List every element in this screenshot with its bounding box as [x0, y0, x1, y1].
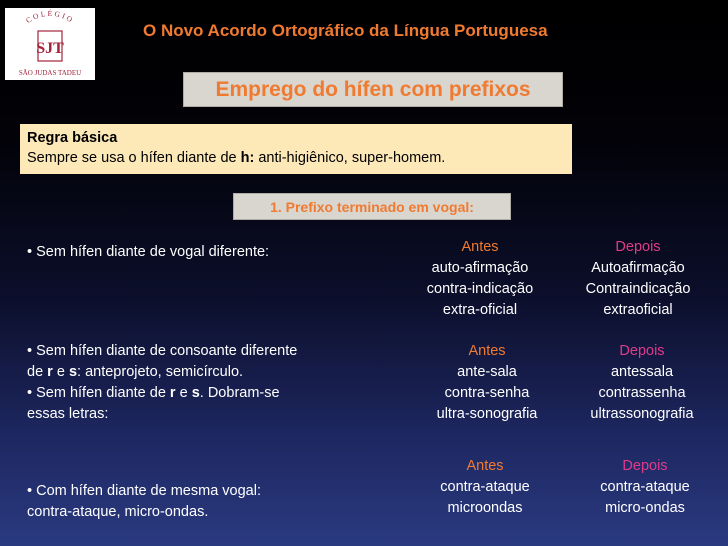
row2-text: e: [52, 364, 69, 380]
rule-text-after: anti-higiênico, super-homem.: [254, 150, 446, 166]
section-title-box: [233, 193, 511, 220]
row1-after-item: Autoafirmação: [591, 260, 685, 276]
row2-text: de: [27, 364, 48, 380]
row1-before-header: Antes: [461, 239, 499, 255]
school-logo-graphic: [5, 8, 95, 80]
row2-letter-r: r: [169, 385, 176, 401]
section-title: 1. Prefixo terminado em vogal:: [270, 198, 474, 215]
row3-description: [27, 481, 397, 523]
row3-description-line2: contra-ataque, micro-ondas.: [27, 504, 209, 520]
row2-text: • Sem hífen diante de: [27, 385, 170, 401]
row2-description-line2: [27, 362, 397, 383]
rule-text-before: Sempre se usa o hífen diante de: [27, 150, 241, 166]
slide-subtitle-box: [183, 72, 563, 107]
row3-after-header: Depois: [622, 458, 668, 474]
row1-after-header: Depois: [615, 239, 661, 255]
row2-letter-s: s: [68, 364, 78, 380]
row1-before-item: contra-indicação: [426, 281, 534, 297]
rule-text-bold: h:: [240, 150, 255, 166]
basic-rule-box: [20, 124, 572, 174]
row2-before-column: [407, 341, 567, 425]
row2-description-line1: • Sem hífen diante de consoante diferente: [27, 343, 298, 359]
row3-description-line1: • Com hífen diante de mesma vogal:: [27, 483, 261, 499]
row2-text: . Dobram-se: [199, 385, 280, 401]
row2-before-item: ante-sala: [457, 364, 517, 380]
row1-after-column: [558, 237, 718, 321]
row2-before-header: Antes: [468, 343, 506, 359]
row1-description: • Sem hífen diante de vogal diferente:: [27, 244, 270, 260]
row2-after-header: Depois: [619, 343, 665, 359]
row1-before-item: extra-oficial: [442, 302, 518, 318]
row2-before-item: contra-senha: [444, 385, 530, 401]
row2-description-line4: essas letras:: [27, 406, 109, 422]
logo-top-text: COLÉGIO: [24, 8, 76, 26]
logo-monogram: SJT: [36, 40, 64, 57]
presentation-title: O Novo Acordo Ortográfico da Língua Portuguesa: [143, 21, 548, 40]
row1-after-item: extraoficial: [603, 302, 673, 318]
row1-before-column: [400, 237, 560, 321]
school-logo: [5, 8, 95, 80]
row2-text: : anteprojeto, semicírculo.: [77, 364, 244, 380]
row3-after-item: micro-ondas: [605, 500, 685, 516]
row2-before-item: ultra-sonografia: [436, 406, 538, 422]
row3-before-header: Antes: [466, 458, 504, 474]
row1-after-item: Contraindicação: [585, 281, 691, 297]
row3-before-column: [405, 456, 565, 519]
row2-description-line3: [27, 383, 397, 404]
row2-letter-r: r: [47, 364, 53, 380]
row3-after-column: [565, 456, 725, 519]
row2-after-column: [562, 341, 722, 425]
row3-before-item: contra-ataque: [440, 479, 530, 495]
basic-rule-title: Regra básica: [27, 130, 118, 146]
row2-after-item: contrassenha: [598, 385, 686, 401]
row2-description: [27, 341, 397, 425]
row3-before-item: microondas: [447, 500, 523, 516]
row2-text: e: [175, 385, 192, 401]
row2-after-item: antessala: [610, 364, 674, 380]
logo-bottom-text: SÃO JUDAS TADEU: [18, 69, 82, 77]
row2-letter-s: s: [191, 385, 200, 401]
row2-after-item: ultrassonografia: [590, 406, 694, 422]
row1-before-item: auto-afirmação: [431, 260, 529, 276]
slide-subtitle: Emprego do hífen com prefixos: [215, 77, 531, 101]
row3-after-item: contra-ataque: [600, 479, 690, 495]
basic-rule-text: [27, 148, 565, 168]
